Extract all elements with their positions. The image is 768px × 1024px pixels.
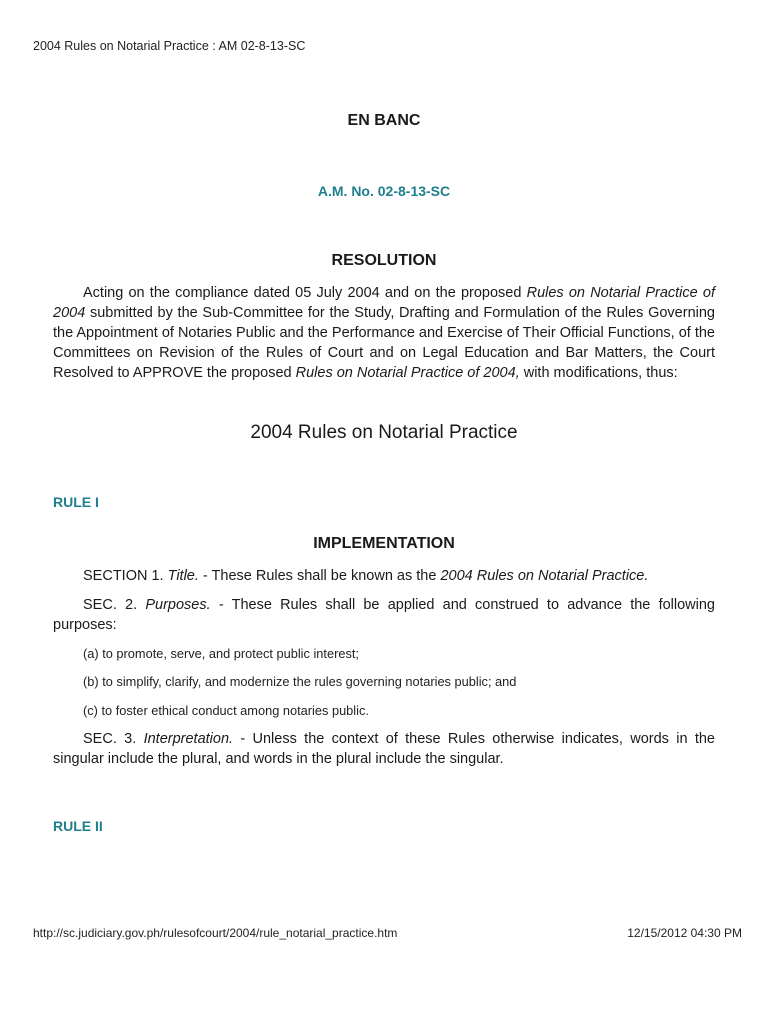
section-1-text: - These Rules shall be known as the — [198, 568, 441, 584]
section-1-italic-name: 2004 Rules on Notarial Practice. — [440, 568, 649, 584]
intro-text-2: submitted by the Sub-Committee for the Study, Drafting and Formulation of the Rules Governing the Appointment of Notaries Public and the Performance and Exercise of Their Official Functions, of the Committees on Revision of the Rules of Court and on Legal Education and Bar Matters, the Court Resolved to APPROVE the proposed — [53, 305, 715, 381]
rule-2-link[interactable]: RULE II — [53, 818, 103, 834]
intro-italic-1: Rules on Notarial Practice of 2004 — [53, 285, 716, 321]
section-2-paragraph — [53, 595, 715, 635]
footer-datetime: 12/15/2012 04:30 PM — [627, 926, 742, 940]
footer-url: http://sc.judiciary.gov.ph/rulesofcourt/2004/rule_notarial_practice.htm — [33, 926, 398, 940]
purpose-item-c: (c) to foster ethical conduct among notaries public. — [83, 703, 369, 718]
section-2-text: - These Rules shall be applied and construed to advance the following purposes: — [53, 597, 715, 633]
print-header-title: 2004 Rules on Notarial Practice : AM 02-8-13-SC — [33, 39, 306, 53]
heading-en-banc: EN BANC — [347, 112, 421, 129]
section-1-title: Title. — [167, 568, 199, 584]
section-3-text: - Unless the context of these Rules otherwise indicates, words in the singular include the plural, and words in the plural include the singular. — [53, 731, 715, 767]
purpose-item-a: (a) to promote, serve, and protect public interest; — [83, 646, 359, 661]
heading-rules-title: 2004 Rules on Notarial Practice — [250, 422, 518, 443]
section-2-title: Purposes. — [145, 597, 211, 613]
purpose-item-b: (b) to simplify, clarify, and modernize the rules governing notaries public; and — [83, 674, 517, 689]
intro-italic-2: Rules on Notarial Practice of 2004, — [295, 365, 520, 381]
intro-text-1: Acting on the compliance dated 05 July 2004 and on the proposed — [83, 285, 527, 301]
resolution-paragraph — [53, 283, 715, 383]
section-2-prefix: SEC. 2. — [83, 597, 146, 613]
heading-implementation: IMPLEMENTATION — [313, 535, 455, 552]
section-1-prefix: SECTION 1. — [83, 568, 168, 584]
section-3-title: Interpretation. — [143, 731, 234, 747]
heading-resolution: RESOLUTION — [331, 252, 437, 269]
intro-text-3: with modifications, thus: — [519, 365, 678, 381]
section-1-paragraph — [53, 566, 715, 586]
rule-1-link[interactable]: RULE I — [53, 494, 99, 510]
am-number-link[interactable]: A.M. No. 02-8-13-SC — [317, 183, 451, 199]
section-3-prefix: SEC. 3. — [83, 731, 144, 747]
section-3-paragraph — [53, 729, 715, 769]
